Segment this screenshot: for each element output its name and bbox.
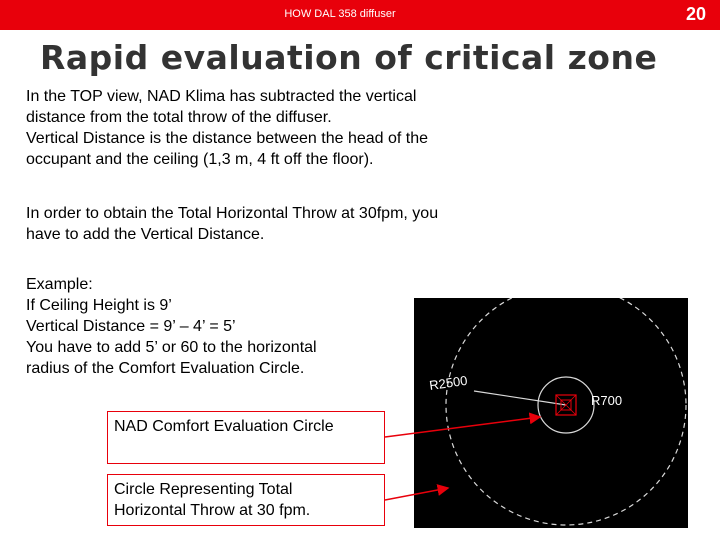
diagram-svg <box>414 298 688 528</box>
header-label: HOW DAL 358 diffuser <box>284 8 396 20</box>
header-bar <box>0 0 720 30</box>
inner-radius-label: R700 <box>591 393 623 408</box>
comfort-circle-label-box <box>107 411 385 464</box>
paragraph-example <box>26 274 317 379</box>
text-line: In the TOP view, NAD Klima has subtracted the vertical <box>26 88 417 105</box>
text-line: In order to obtain the Total Horizontal Throw at 30fpm, you <box>26 205 439 222</box>
text-line: radius of the Comfort Evaluation Circle. <box>26 360 305 377</box>
paragraph-vertical-distance <box>26 86 428 170</box>
total-throw-circle <box>446 298 686 525</box>
text-line: Vertical Distance = 9’ – 4’ = 5’ <box>26 318 236 335</box>
throw-circle-label-box <box>107 474 385 526</box>
label-line: Horizontal Throw at 30 fpm. <box>114 502 311 519</box>
text-line: Example: <box>26 276 93 293</box>
label-line: NAD Comfort Evaluation Circle <box>114 418 334 435</box>
text-line: Vertical Distance is the distance between the head of the <box>26 130 429 147</box>
slide-title: Rapid evaluation of critical zone <box>40 38 658 77</box>
diffuser-top-view-diagram <box>414 298 688 528</box>
text-line: distance from the total throw of the diffuser. <box>26 109 332 126</box>
text-line: have to add the Vertical Distance. <box>26 226 265 243</box>
radius-line <box>474 391 566 405</box>
text-line: If Ceiling Height is 9’ <box>26 297 172 314</box>
paragraph-total-throw <box>26 203 438 245</box>
text-line: You have to add 5’ or 60 to the horizontal <box>26 339 317 356</box>
text-line: occupant and the ceiling (1,3 m, 4 ft off the floor). <box>26 151 374 168</box>
label-line: Circle Representing Total <box>114 481 293 498</box>
outer-radius-label: R2500 <box>428 372 469 393</box>
slide-number: 20 <box>685 4 706 24</box>
